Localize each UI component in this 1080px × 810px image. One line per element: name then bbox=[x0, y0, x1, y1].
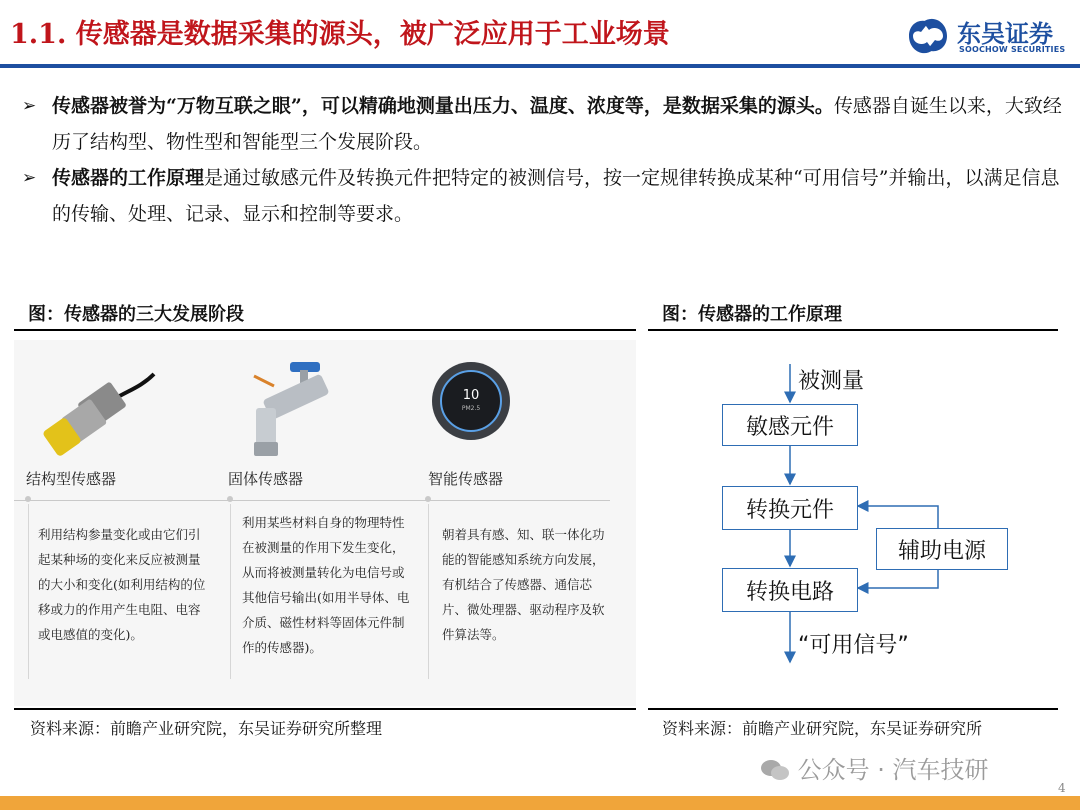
smart-sensor-sublabel: PM2.5 bbox=[461, 405, 481, 412]
bullet-bold-text: 传感器的工作原理 bbox=[52, 167, 205, 189]
logo-english-name: SOOCHOW SECURITIES bbox=[959, 45, 1066, 54]
wechat-watermark bbox=[760, 750, 989, 785]
slide-header bbox=[0, 0, 1080, 68]
bullet-item bbox=[22, 88, 1062, 160]
footer-bar bbox=[0, 796, 1080, 810]
left-figure-title: 图：传感器的三大发展阶段 bbox=[28, 304, 244, 325]
proximity-sensor-icon bbox=[38, 360, 158, 460]
right-figure-rule bbox=[648, 329, 1058, 331]
left-figure-source: 资料来源：前瞻产业研究院，东吴证券研究所整理 bbox=[30, 719, 383, 738]
left-figure-rule bbox=[14, 329, 636, 331]
bullet-list bbox=[22, 88, 1062, 232]
stage-label: 结构型传感器 bbox=[26, 470, 117, 488]
working-principle-diagram bbox=[648, 340, 1058, 706]
sensing-element-box: 敏感元件 bbox=[722, 404, 858, 446]
arrow-power-to-conversion bbox=[858, 506, 938, 528]
bullet-bold-text: 传感器被誉为“万物互联之眼”，可以精确地测量出压力、温度、浓度等，是数据采集的源头。 bbox=[52, 95, 834, 117]
right-source-rule bbox=[648, 708, 1058, 710]
timeline-dot bbox=[227, 496, 233, 502]
flow-output-label: “可用信号” bbox=[798, 633, 909, 658]
page-number: 4 bbox=[1058, 781, 1066, 795]
right-figure-title: 图：传感器的工作原理 bbox=[662, 304, 842, 325]
header-rule bbox=[0, 64, 1080, 68]
stage-timeline bbox=[14, 500, 610, 501]
stage-description: 朝着具有感、知、联一体化功能的智能感知系统方向发展，有机结合了传感器、通信芯片、微处理器、驱动程序及软件算法等。 bbox=[442, 527, 605, 642]
stage-label: 固体传感器 bbox=[228, 470, 304, 488]
bullet-text: 是通过敏感元件及转换元件把特定的被测信号，按一定规律转换成某种“可用信号”并输出，以满足信息的传输、处理、记录、显示和控制等要求。 bbox=[52, 167, 1060, 225]
stage-description: 利用结构参量变化或由它们引起某种场的变化来反应被测量的大小和变化(如利用结构的位移或力的作用产生电阻、电容或电感值的变化)。 bbox=[38, 527, 206, 642]
aux-power-box: 辅助电源 bbox=[876, 528, 1008, 570]
stage-label: 智能传感器 bbox=[428, 470, 504, 488]
smart-sensor-icon bbox=[432, 362, 510, 440]
arrow-bullet-icon: ➢ bbox=[22, 168, 37, 188]
soochow-logo-icon bbox=[905, 16, 951, 56]
timeline-dot bbox=[25, 496, 31, 502]
right-figure-source: 资料来源：前瞻产业研究院，东吴证券研究所 bbox=[662, 719, 983, 738]
sensor-stages-figure bbox=[14, 340, 636, 706]
watermark-text: 公众号 · 汽车技研 bbox=[797, 756, 989, 784]
bullet-text: 传感器自诞生以来，大致经历了结构型、物性型和智能型三个发展阶段。 bbox=[52, 95, 1062, 153]
arrow-bullet-icon: ➢ bbox=[22, 96, 37, 116]
stage-divider bbox=[428, 504, 429, 679]
arrow-power-to-circuit bbox=[858, 568, 938, 588]
wechat-icon bbox=[760, 759, 790, 781]
left-source-rule bbox=[14, 708, 636, 710]
slide-title: 1.1. 传感器是数据采集的源头，被广泛应用于工业场景 bbox=[10, 19, 670, 50]
stage-divider bbox=[28, 504, 29, 679]
flow-input-label: 被测量 bbox=[798, 369, 865, 394]
valve-sensor-icon bbox=[234, 356, 344, 466]
soochow-logo bbox=[905, 14, 1075, 60]
stage-description: 利用某些材料自身的物理特性在被测量的作用下发生变化，从而将被测量转化为电信号或其他信号输出(如用半导体、电介质、磁性材料等固体元件制作的传感器)。 bbox=[242, 515, 410, 655]
conversion-circuit-box: 转换电路 bbox=[722, 568, 858, 612]
stage-divider bbox=[230, 504, 231, 679]
timeline-dot bbox=[425, 496, 431, 502]
bullet-item bbox=[22, 160, 1062, 232]
smart-sensor-reading: 10 bbox=[462, 388, 480, 403]
logo-name: 东吴证券 bbox=[957, 20, 1053, 48]
conversion-element-box: 转换元件 bbox=[722, 486, 858, 530]
